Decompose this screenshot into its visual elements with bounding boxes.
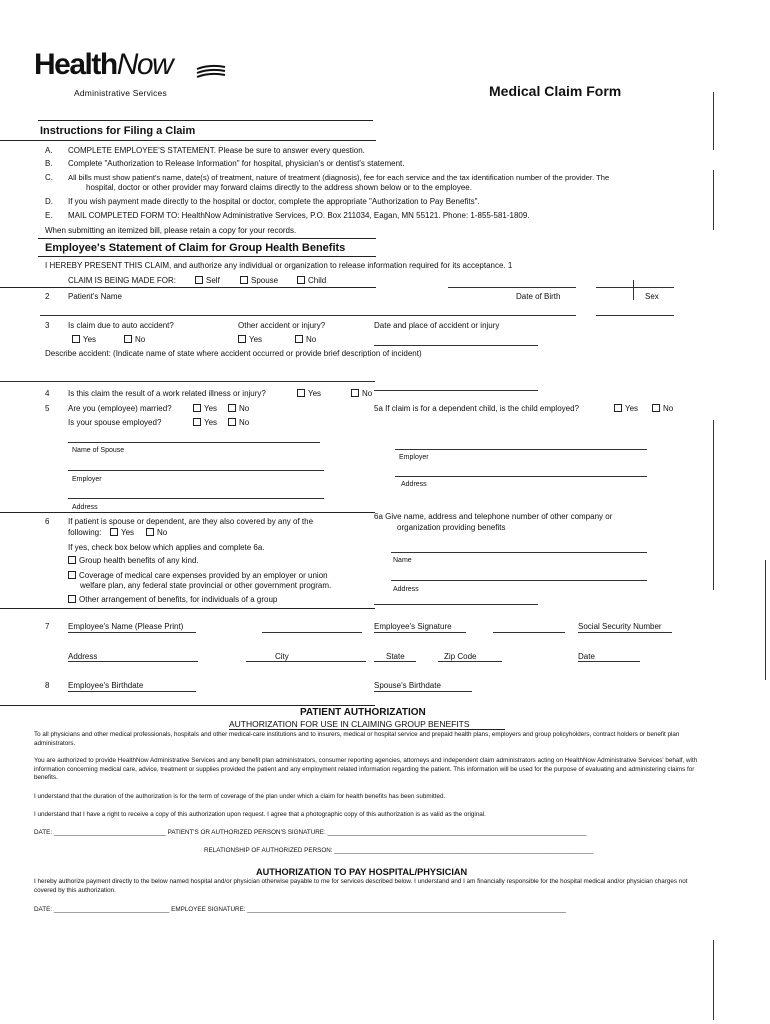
checkbox-self[interactable] (195, 276, 220, 285)
city-line (246, 661, 366, 662)
checkbox-work-no[interactable] (351, 389, 372, 398)
other-yes-label: Yes (249, 335, 263, 344)
instruction-text-b: Complete "Authorization to Release Information" for hospital, physician's or dentist's statement. (68, 159, 405, 168)
address-label: Address (68, 652, 98, 661)
margin-mark (713, 170, 714, 230)
q6a-text-1: 6a Give name, address and telephone number of other company or (374, 512, 613, 521)
checkbox-q6-opt3[interactable] (68, 595, 277, 604)
child-employer-line (395, 449, 647, 450)
married-no-label: No (239, 404, 250, 413)
q6-opt1-label: Group health benefits of any kind. (79, 556, 199, 565)
child-address-line (395, 476, 647, 477)
checkbox-work-yes[interactable] (297, 389, 321, 398)
spouse-employer-line (68, 470, 324, 471)
date-label: Date (578, 652, 595, 661)
checkbox-q6-yes[interactable] (110, 528, 134, 537)
self-label: Self (206, 276, 220, 285)
spouse-label: Spouse (251, 276, 279, 285)
checkbox-other-yes[interactable] (238, 335, 262, 344)
child-emp-yes-label: Yes (625, 404, 639, 413)
statement-heading: Employee's Statement of Claim for Group Health Benefits (45, 242, 346, 254)
logo-subtitle: Administrative Services (74, 88, 167, 98)
instruction-text-d: If you wish payment made directly to the hospital or doctor, complete the appropriate "Authorization to Pay Benefits". (68, 197, 480, 206)
spouse-name-line (68, 442, 320, 443)
q6-text-2: following: (68, 528, 102, 537)
patient-auth-subheading: AUTHORIZATION FOR USE IN CLAIMING GROUP BENEFITS (229, 719, 470, 729)
describe-accident-label: Describe accident: (Indicate name of state where accident occurred or provide brief description of incident) (45, 349, 422, 358)
dob-divider (633, 280, 634, 300)
employee-birthdate-label: Employee's Birthdate (68, 681, 144, 690)
divider (0, 608, 375, 609)
checkbox-auto-yes[interactable] (72, 335, 96, 344)
accident-date-label: Date and place of accident or injury (374, 321, 500, 330)
employee-signature-line (374, 632, 466, 633)
claim-made-for-label: CLAIM IS BEING MADE FOR: (68, 276, 177, 285)
spouse-employed-label: Is your spouse employed? (68, 418, 162, 427)
dob-line (448, 287, 576, 288)
q3-number: 3 (45, 321, 50, 330)
other-no-label: No (306, 335, 317, 344)
pay-auth-date-signature[interactable]: DATE: _________________________________ EMPLOYEE SIGNATURE: ___________________________________________________________________________________________ (34, 906, 566, 913)
spouse-address-label: Address (72, 504, 98, 511)
q2-number: 2 (45, 292, 50, 301)
instruction-note: When submitting an itemized bill, please retain a copy for your records. (45, 226, 297, 235)
ssn-line (578, 632, 672, 633)
instruction-text-c2: hospital, doctor or other provider may forward claims directly to the address shown below or to the employee. (86, 183, 472, 192)
spouse-emp-yes-label: Yes (204, 418, 218, 427)
auto-no-label: No (135, 335, 146, 344)
relationship-authorized-person[interactable]: RELATIONSHIP OF AUTHORIZED PERSON: __________________________________________________________________________ (204, 847, 594, 854)
divider (38, 256, 376, 257)
instruction-text-e: MAIL COMPLETED FORM TO: HealthNow Administrative Services, P.O. Box 211034, Eagan, MN 55121. Phone: 1-855-581-1809. (68, 211, 530, 220)
form-title: Medical Claim Form (489, 83, 622, 99)
checkbox-married-no[interactable] (228, 404, 249, 413)
employee-name-line-2 (262, 632, 362, 633)
accident-date-line (374, 345, 538, 346)
dob-label: Date of Birth (516, 292, 561, 301)
child-address-label: Address (401, 481, 427, 488)
margin-mark (713, 92, 714, 150)
divider (0, 705, 375, 706)
checkbox-other-no[interactable] (295, 335, 316, 344)
instructions-heading: Instructions for Filing a Claim (40, 125, 196, 137)
work-related-label: Is this claim the result of a work related illness or injury? (68, 389, 266, 398)
patient-auth-p2: You are authorized to provide HealthNow Administrative Services and any benefit plan administrators, consumer reporting agencies, attorneys and independent claim administrators acting on HealthNow Administrative Services' behalf, with information concerning medical care, advice, treatment or supplies provided the patient and any employment related information regarding the patient. This information will be used for the purpose of evaluating and administering claims for benefits. (34, 757, 698, 781)
patient-name-label: Patient's Name (68, 292, 122, 301)
spouse-employer-label: Employer (72, 476, 102, 483)
describe-line (0, 381, 375, 382)
child-label: Child (308, 276, 327, 285)
employee-signature-line-2 (493, 632, 565, 633)
other-company-address-label: Address (393, 586, 419, 593)
divider (38, 238, 376, 239)
q6-number: 6 (45, 517, 50, 526)
zip-line (438, 661, 502, 662)
state-label: State (386, 652, 405, 661)
logo-brand-main: Health (34, 48, 117, 81)
pay-auth-heading: AUTHORIZATION TO PAY HOSPITAL/PHYSICIAN (256, 867, 468, 877)
logo-brand-accent: Now (116, 48, 173, 81)
instruction-text-c: All bills must show patient's name, date(s) of treatment, nature of treatment (diagnosis), fee for each service and the tax identification number of the provider. The (68, 173, 610, 182)
dob-value-line (516, 315, 576, 316)
divider (374, 390, 538, 391)
address-line (68, 661, 198, 662)
patient-name-line (40, 315, 516, 316)
patient-auth-p1: To all physicians and other medical professionals, hospitals and other medical-care institutions and to insurers, medical or hospital service and prepaid health plans, employers and group policyholders, contract holders or benefit plan administrators. (34, 731, 680, 747)
q6-opt3-label: Other arrangement of benefits, for individuals of a group (79, 595, 278, 604)
divider (374, 604, 538, 605)
q6-opt2-label: Coverage of medical care expenses provided by an employer or union (79, 571, 328, 580)
checkbox-child-emp-no[interactable] (652, 404, 673, 413)
work-yes-label: Yes (308, 389, 322, 398)
q6a-text-2: organization providing benefits (397, 523, 506, 532)
present-claim-text: I HEREBY PRESENT THIS CLAIM, and authorize any individual or organization to release information required for its acceptance. 1 (45, 261, 513, 270)
auto-yes-label: Yes (83, 335, 97, 344)
date-line (578, 661, 640, 662)
instruction-letter-d: D. (45, 197, 53, 206)
divider (0, 287, 376, 288)
other-accident-label: Other accident or injury? (238, 321, 326, 330)
instruction-letter-e: E. (45, 211, 53, 220)
q6-yes-label: Yes (121, 528, 135, 537)
divider (0, 140, 376, 141)
checkbox-q6-no[interactable] (146, 528, 167, 537)
instruction-letter-c: C. (45, 173, 53, 182)
margin-mark (765, 560, 766, 680)
q7-number: 7 (45, 622, 50, 631)
patient-auth-date-signature[interactable]: DATE: ________________________________ PATIENT'S OR AUTHORIZED PERSON'S SIGNATURE: __________________________________________________________________________ (34, 829, 587, 836)
auto-accident-label: Is claim due to auto accident? (68, 321, 174, 330)
q6-text-1: If patient is spouse or dependent, are they also covered by any of the (68, 517, 314, 526)
work-no-label: No (362, 389, 373, 398)
checkbox-spouse[interactable] (240, 276, 278, 285)
patient-auth-p4: I understand that I have a right to receive a copy of this authorization upon request. I agree that a photographic copy of this authorization is as valid as the original. (34, 811, 486, 818)
instruction-letter-a: A. (45, 146, 53, 155)
logo-swoosh-icon (196, 64, 226, 80)
margin-mark (713, 940, 714, 1020)
margin-mark (713, 420, 714, 590)
city-label: City (275, 652, 289, 661)
checkbox-auto-no[interactable] (124, 335, 145, 344)
spouse-emp-no-label: No (239, 418, 250, 427)
spouse-address-line (68, 498, 324, 499)
divider (0, 512, 375, 513)
sex-value-line (596, 315, 674, 316)
zip-label: Zip Code (444, 652, 477, 661)
instruction-text-a: COMPLETE EMPLOYEE'S STATEMENT. Please be sure to answer every question. (68, 146, 365, 155)
child-employed-label: 5a If claim is for a dependent child, is the child employed? (374, 404, 580, 413)
child-employer-label: Employer (399, 454, 429, 461)
other-company-name-label: Name (393, 557, 412, 564)
spouse-birthdate-label: Spouse's Birthdate (374, 681, 441, 690)
checkbox-q6-opt2[interactable] (68, 571, 328, 580)
child-emp-no-label: No (663, 404, 674, 413)
state-line (374, 661, 416, 662)
checkbox-q6-opt1[interactable] (68, 556, 199, 565)
checkbox-spouse-emp-yes[interactable] (193, 418, 217, 427)
sex-line (596, 287, 674, 288)
q4-number: 4 (45, 389, 50, 398)
checkbox-spouse-emp-no[interactable] (228, 418, 249, 427)
q6-no-label: No (157, 528, 168, 537)
sex-label: Sex (645, 292, 659, 301)
employee-name-label: Employee's Name (Please Print) (68, 622, 184, 631)
q6-if-yes: If yes, check box below which applies and complete 6a. (68, 543, 265, 552)
q8-number: 8 (45, 681, 50, 690)
divider (38, 120, 373, 121)
checkbox-child-emp-yes[interactable] (614, 404, 638, 413)
patient-auth-heading: PATIENT AUTHORIZATION (300, 707, 426, 718)
other-company-name-line (391, 552, 647, 553)
married-label: Are you (employee) married? (68, 404, 172, 413)
married-yes-label: Yes (204, 404, 218, 413)
ssn-label: Social Security Number (578, 622, 662, 631)
name-of-spouse-label: Name of Spouse (72, 447, 125, 454)
employee-signature-label: Employee's Signature (374, 622, 452, 631)
patient-auth-p3: I understand that the duration of the authorization is for the term of coverage of the plan under which a claim for health benefits has been submitted. (34, 793, 446, 800)
employee-name-line (68, 632, 196, 633)
spouse-birthdate-line (374, 691, 472, 692)
pay-auth-p1: I hereby authorize payment directly to the below named hospital and/or physician otherwise payable to me for services described below. I understand and I am financially responsible for the hospital medical and/or physician charges not covered by this authorization. (34, 878, 688, 894)
other-company-address-line (391, 580, 647, 581)
q6-opt2-cont: welfare plan, any federal state provincial or other government program. (80, 581, 332, 590)
instruction-letter-b: B. (45, 159, 53, 168)
checkbox-married-yes[interactable] (193, 404, 217, 413)
divider (229, 729, 505, 730)
employee-birthdate-line (68, 691, 196, 692)
healthnow-logo (34, 50, 172, 80)
q5-number: 5 (45, 404, 50, 413)
checkbox-child[interactable] (297, 276, 326, 285)
